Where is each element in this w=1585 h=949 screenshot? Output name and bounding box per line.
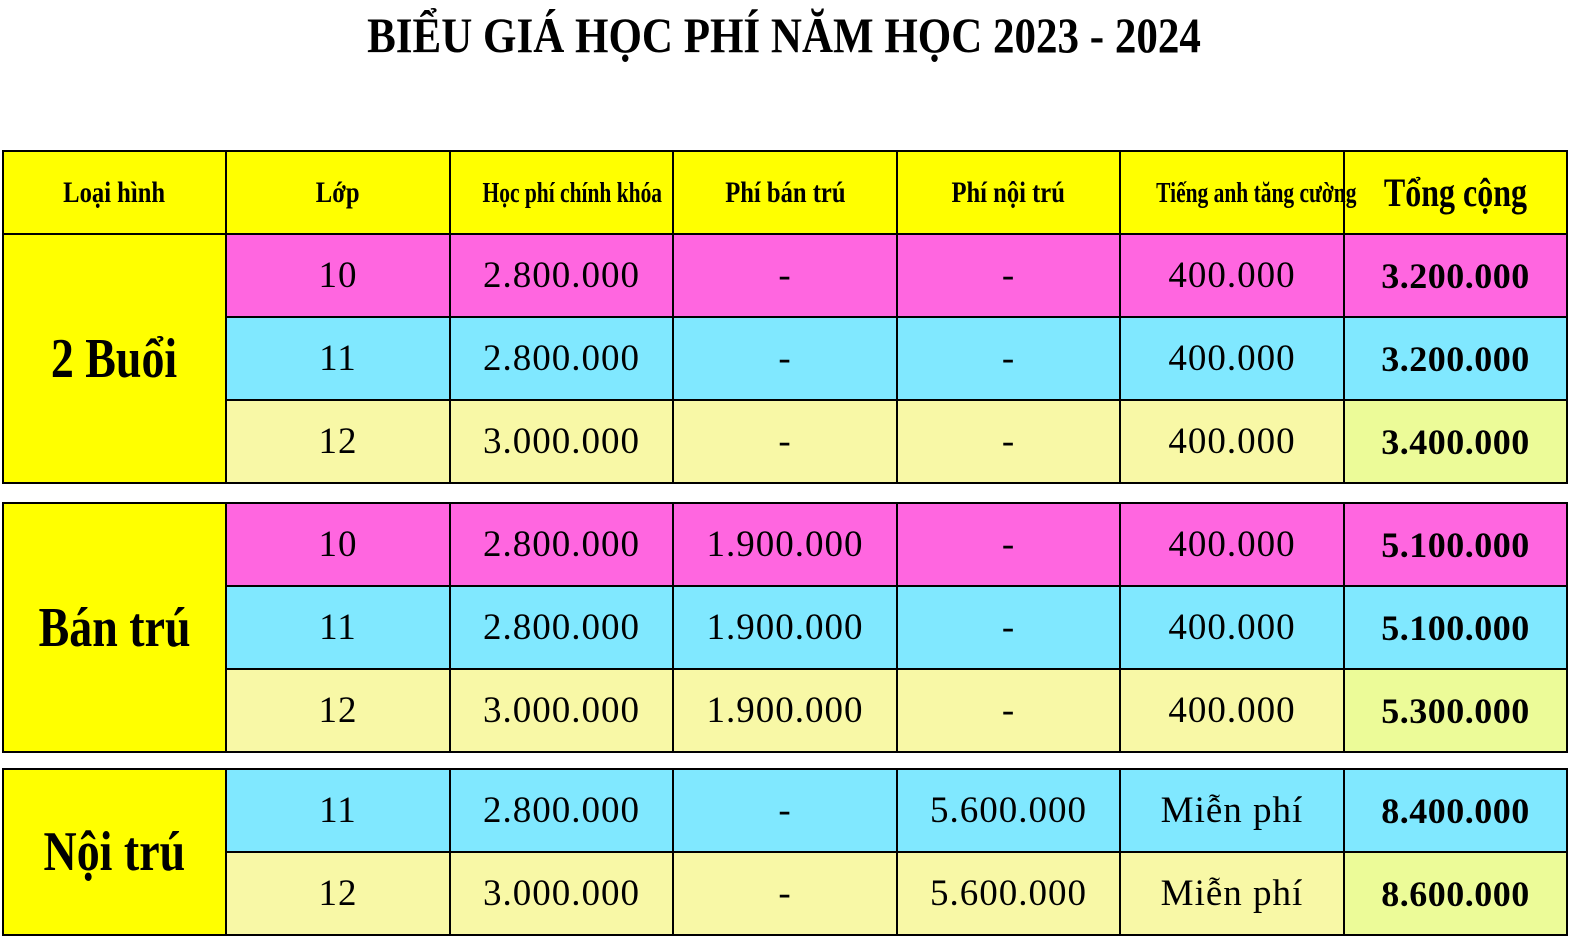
grade-cell: 10 [226,503,450,586]
semi-boarding-cell: 1.900.000 [673,586,897,669]
english-cell: 400.000 [1120,400,1344,483]
semi-boarding-cell: 1.900.000 [673,669,897,752]
total-cell: 5.100.000 [1344,503,1567,586]
header-english: Tiếng anh tăng cường [1120,151,1344,234]
fee-table-2-buoi [2,150,1568,484]
semi-boarding-cell: - [673,234,897,317]
table-row [3,586,1567,669]
grade-cell: 12 [226,669,450,752]
grade-cell: 11 [226,586,450,669]
semi-boarding-cell: - [673,400,897,483]
total-cell: 3.200.000 [1344,317,1567,400]
table-row [3,852,1567,935]
total-cell: 8.400.000 [1344,769,1567,852]
english-cell: 400.000 [1120,317,1344,400]
semi-boarding-cell: 1.900.000 [673,503,897,586]
table-row [3,234,1567,317]
boarding-cell: - [897,586,1120,669]
type-label-ban-tru: Bán trú [3,503,226,752]
table-row [3,769,1567,852]
header-boarding-fee: Phí nội trú [897,151,1120,234]
grade-cell: 11 [226,769,450,852]
boarding-cell: - [897,400,1120,483]
boarding-cell: 5.600.000 [897,769,1120,852]
boarding-cell: - [897,503,1120,586]
total-cell: 3.200.000 [1344,234,1567,317]
english-cell: Miễn phí [1120,852,1344,935]
table-row [3,503,1567,586]
total-cell: 5.300.000 [1344,669,1567,752]
boarding-cell: - [897,669,1120,752]
table-row [3,317,1567,400]
table-row [3,669,1567,752]
tuition-cell: 2.800.000 [450,586,673,669]
boarding-cell: 5.600.000 [897,852,1120,935]
semi-boarding-cell: - [673,317,897,400]
boarding-cell: - [897,317,1120,400]
english-cell: 400.000 [1120,503,1344,586]
english-cell: 400.000 [1120,234,1344,317]
tuition-cell: 3.000.000 [450,852,673,935]
tuition-cell: 3.000.000 [450,400,673,483]
english-cell: 400.000 [1120,586,1344,669]
header-grade: Lớp [226,151,450,234]
header-tuition: Học phí chính khóa [450,151,673,234]
total-cell: 8.600.000 [1344,852,1567,935]
type-label-2-buoi: 2 Buổi [3,234,226,483]
semi-boarding-cell: - [673,852,897,935]
type-label-noi-tru: Nội trú [3,769,226,935]
tuition-cell: 2.800.000 [450,503,673,586]
header-type: Loại hình [3,151,226,234]
page-title: BIỂU GIÁ HỌC PHÍ NĂM HỌC 2023 - 2024 [367,7,1201,63]
grade-cell: 12 [226,852,450,935]
grade-cell: 10 [226,234,450,317]
header-row [3,151,1567,234]
total-cell: 5.100.000 [1344,586,1567,669]
tuition-cell: 2.800.000 [450,317,673,400]
fee-table-ban-tru [2,502,1568,753]
tuition-cell: 2.800.000 [450,769,673,852]
table-row [3,400,1567,483]
tuition-cell: 3.000.000 [450,669,673,752]
fee-table-noi-tru [2,768,1568,936]
header-total: Tổng cộng [1344,151,1567,234]
grade-cell: 11 [226,317,450,400]
grade-cell: 12 [226,400,450,483]
tuition-cell: 2.800.000 [450,234,673,317]
boarding-cell: - [897,234,1120,317]
english-cell: 400.000 [1120,669,1344,752]
header-semi-boarding-fee: Phí bán trú [673,151,897,234]
total-cell: 3.400.000 [1344,400,1567,483]
english-cell: Miễn phí [1120,769,1344,852]
semi-boarding-cell: - [673,769,897,852]
